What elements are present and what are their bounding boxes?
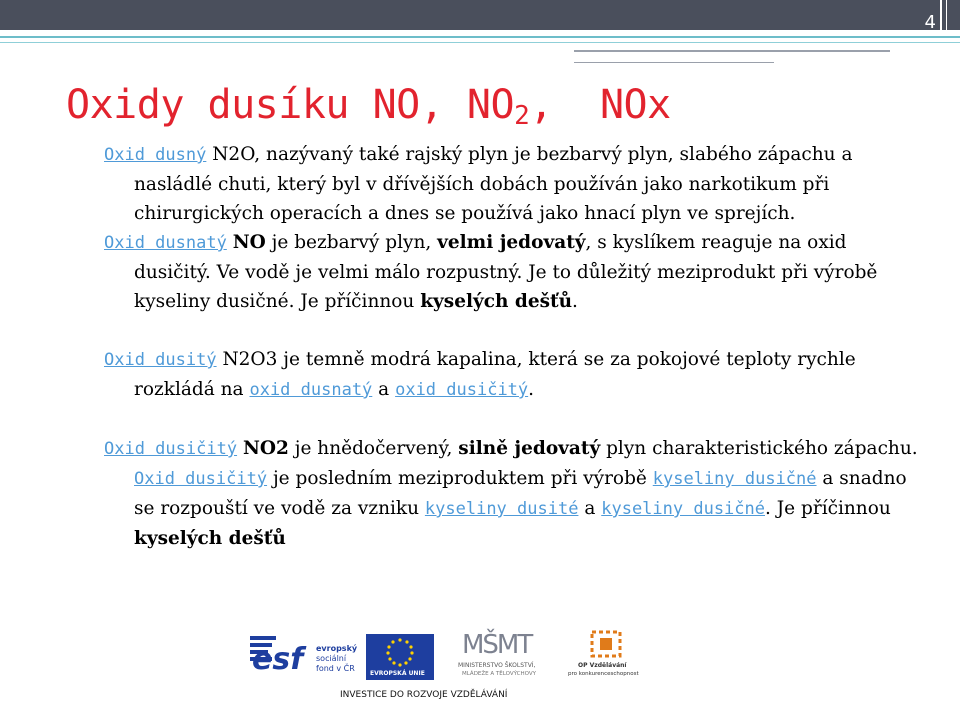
spacer <box>104 316 924 345</box>
eu-label: EVROPSKÁ UNIE <box>370 670 425 677</box>
link-oxid-dusnaty-inline[interactable]: oxid dusnatý <box>249 380 373 400</box>
link-oxid-dusity[interactable]: Oxid dusitý <box>104 350 217 370</box>
op-line1: OP Vzdělávání <box>578 662 627 669</box>
funding-logos <box>250 626 650 702</box>
esf-line2: sociální <box>316 654 347 663</box>
decor-hline-4 <box>574 62 774 63</box>
decor-vline-2 <box>946 0 947 66</box>
msmt-line1: MINISTERSTVO ŠKOLSTVÍ, <box>458 662 536 669</box>
op-line2: pro konkurenceschopnost <box>568 671 639 677</box>
op-vzdelavani-logo <box>568 626 650 686</box>
esf-mark: esf <box>252 642 304 677</box>
link-oxid-dusicity-2[interactable]: Oxid dusičitý <box>134 469 268 489</box>
op-badge-icon <box>586 626 626 660</box>
esf-line1: evropský <box>316 644 358 653</box>
spacer <box>104 405 924 434</box>
content-body <box>104 140 924 553</box>
decor-hline-2 <box>0 42 960 43</box>
slide-number: 4 <box>924 12 936 33</box>
decor-vline-1 <box>940 0 942 66</box>
slide-title: Oxidy dusíku NO, $NO_2$, NOx <box>66 82 671 131</box>
link-oxid-dusicity[interactable]: Oxid dusičitý <box>104 439 238 459</box>
eu-stars-icon <box>366 634 434 670</box>
paragraph-oxid-dusity: Oxid dusitý N2O3 je temně modrá kapalina, která se za pokojové teploty rychle rozkládá na oxid dusnatý a oxid dusičitý. <box>104 349 856 400</box>
link-kyseliny-dusite[interactable]: kyseliny dusité <box>424 499 579 519</box>
esf-line3: fond v ČR <box>316 664 355 673</box>
msmt-mark: MŠMT <box>462 630 532 660</box>
link-oxid-dusnaty[interactable]: Oxid dusnatý <box>104 233 227 253</box>
link-oxid-dusicity-inline[interactable]: oxid dusičitý <box>395 380 529 400</box>
decor-hline-1 <box>0 36 960 38</box>
msmt-logo <box>458 630 556 682</box>
paragraph-oxid-dusny: Oxid dusný N2O, nazývaný také rajský plyn je bezbarvý plyn, slabého zápachu a nasládlé chuti, který byl v dřívějších dobách používán jako narkotikum při chirurgických operacích a dnes se používá jako hnací plyn ve sprejích. <box>104 144 853 224</box>
paragraph-oxid-dusnaty: Oxid dusnatý NO je bezbarvý plyn, velmi jedovatý, s kyslíkem reaguje na oxid dusičitý. Ve vodě je velmi málo rozpustný. Je to důležitý meziprodukt při výrobě kyseliny dusičné. Je příčinnou kyselých dešťů. <box>104 232 878 312</box>
msmt-line2: MLÁDEŽE A TĚLOVÝCHOVY <box>462 671 536 677</box>
decor-hline-3 <box>574 50 890 52</box>
eu-flag-logo <box>366 634 434 680</box>
link-oxid-dusny[interactable]: Oxid dusný <box>104 145 207 165</box>
top-bar <box>0 0 960 30</box>
paragraph-oxid-dusicity: Oxid dusičitý NO2 je hnědočervený, silně jedovatý plyn charakteristického zápachu. Oxid dusičitý je posledním meziproduktem při výrobě kyseliny dusičné a snadno se rozpouští ve vodě za vzniku kyseliny dusité a kyseliny dusičné. Je příčinnou kyselých dešťů <box>104 438 918 549</box>
logos-caption: INVESTICE DO ROZVOJE VZDĚLÁVÁNÍ <box>340 690 508 700</box>
link-kyseliny-dusicne[interactable]: kyseliny dusičné <box>652 469 817 489</box>
link-kyseliny-dusicne-2[interactable]: kyseliny dusičné <box>601 499 765 519</box>
esf-logo <box>250 632 362 682</box>
